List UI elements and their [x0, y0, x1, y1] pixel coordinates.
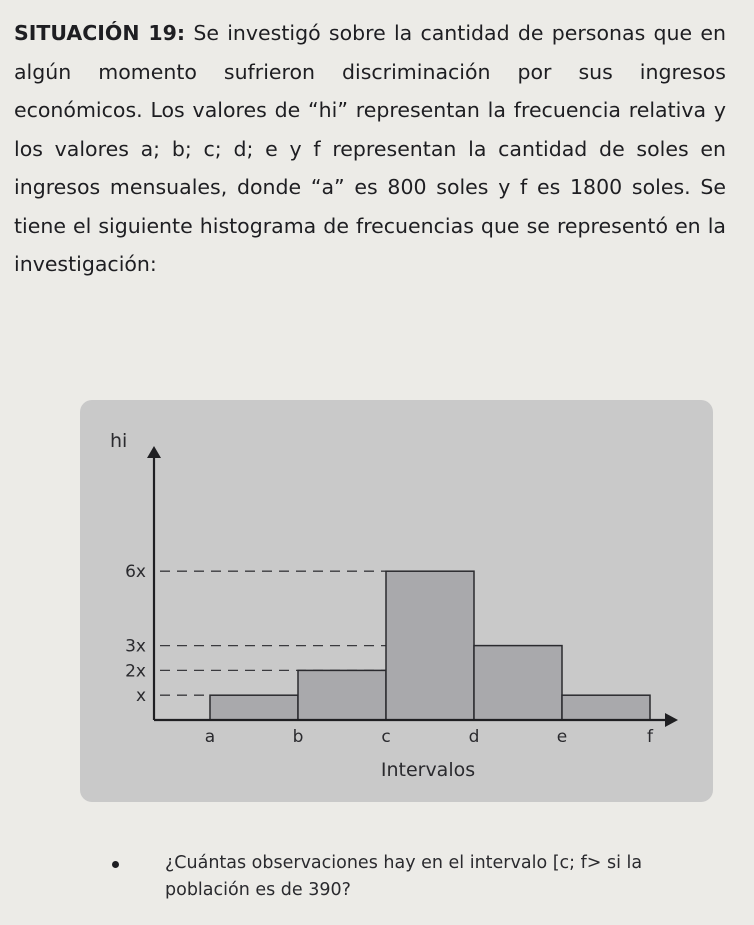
- y-axis-label: hi: [110, 430, 128, 452]
- x-tick-label-c: c: [381, 727, 391, 747]
- situation-label: SITUACIÓN 19:: [14, 21, 186, 45]
- y-tick-label-0: x: [135, 686, 146, 707]
- x-tick-label-e: e: [556, 727, 568, 747]
- y-axis-arrow-icon: [147, 446, 161, 458]
- question-text: ¿Cuántas observaciones hay en el intervalo [c; f> si la población es de 390?: [165, 853, 643, 900]
- x-axis-arrow-icon: [665, 713, 678, 727]
- histogram-chart: [80, 400, 713, 802]
- y-tick-label-1: 2x: [125, 661, 146, 682]
- x-tick-label-b: b: [292, 727, 304, 747]
- x-tick-label-a: a: [204, 727, 216, 747]
- y-tick-label-2: 3x: [125, 636, 146, 657]
- x-tick-label-f: f: [647, 727, 653, 747]
- bullet-icon: [112, 861, 119, 868]
- histogram-bar-0: [210, 695, 298, 720]
- problem-text: Se investigó sobre la cantidad de personas que en algún momento sufrieron discriminación por sus ingresos económicos. Los valores de “hi” representan la frecuencia relativa y los valores a; b; c; d; e y f representan la cantidad de soles en ingresos mensuales, donde “a” es 800 soles y f es 1800 soles. Se tiene el siguiente histograma de frecuencias que se representó en la investigación:: [14, 21, 726, 276]
- x-axis-label: Intervalos: [380, 759, 476, 781]
- y-tick-label-3: 6x: [125, 562, 146, 583]
- problem-statement: [14, 14, 726, 284]
- x-tick-label-d: d: [468, 727, 480, 747]
- histogram-figure: [80, 400, 713, 802]
- histogram-bar-3: [474, 646, 562, 720]
- histogram-bar-4: [562, 695, 650, 720]
- histogram-bar-2: [386, 571, 474, 720]
- histogram-bar-1: [298, 670, 386, 720]
